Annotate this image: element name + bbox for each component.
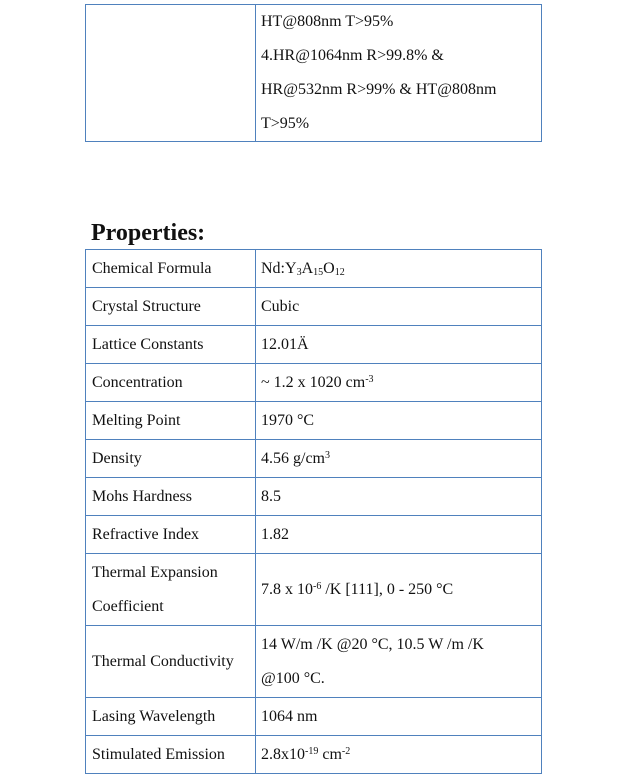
- property-value: 7.8 x $10^{-6}$ /K [111], 0 - 250 °C: [256, 554, 542, 626]
- property-label: Crystal Structure: [86, 288, 256, 326]
- properties-table: [85, 249, 542, 774]
- property-label: Mohs Hardness: [86, 478, 256, 516]
- table-row: [86, 364, 542, 402]
- property-label: Refractive Index: [86, 516, 256, 554]
- property-label: Thermal Expansion Coefficient: [86, 554, 256, 626]
- table-row: [86, 288, 542, 326]
- property-label: Chemical Formula: [86, 250, 256, 288]
- coating-line: HT@808nm T>95%: [261, 13, 394, 30]
- table-row: [86, 626, 542, 698]
- table-row: [86, 554, 542, 626]
- property-value: Cubic: [256, 288, 542, 326]
- table-row: [86, 326, 542, 364]
- property-value: 1.82: [256, 516, 542, 554]
- property-value: $2.8x10^{-19}$ $cm^{-2}$: [256, 736, 542, 774]
- table-row: [86, 698, 542, 736]
- property-value: 12.01Ä: [256, 326, 542, 364]
- coating-line: T>95%: [261, 115, 310, 132]
- property-label: Concentration: [86, 364, 256, 402]
- property-label: Melting Point: [86, 402, 256, 440]
- property-label: Thermal Conductivity: [86, 626, 256, 698]
- coating-line: 4.HR@1064nm R>99.8% &: [261, 47, 444, 64]
- coating-line: HR@532nm R>99% & HT@808nm: [261, 81, 497, 98]
- table-cell-coating-spec: [256, 5, 542, 142]
- table-row: [86, 516, 542, 554]
- property-label: Stimulated Emission: [86, 736, 256, 774]
- property-value: 8.5: [256, 478, 542, 516]
- property-label: Lasing Wavelength: [86, 698, 256, 736]
- table-cell-empty: [86, 5, 256, 142]
- table-row: [86, 440, 542, 478]
- table-row: [86, 5, 542, 142]
- properties-heading: Properties:: [91, 220, 206, 246]
- table-row: [86, 402, 542, 440]
- property-value: 4.56 $g/cm^3$: [256, 440, 542, 478]
- property-value: 1970 °C: [256, 402, 542, 440]
- property-value: 1064 nm: [256, 698, 542, 736]
- table-row: [86, 478, 542, 516]
- property-value: 14 W/m /K @20 °C, 10.5 W /m /K @100 °C.: [256, 626, 542, 698]
- table-row: [86, 736, 542, 774]
- coating-spec-table: [85, 4, 542, 142]
- property-value: ~ 1.2 x 1020 $cm^{-3}$: [256, 364, 542, 402]
- property-label: Density: [86, 440, 256, 478]
- table-row: [86, 250, 542, 288]
- property-label: Lattice Constants: [86, 326, 256, 364]
- property-value: $Nd:Y_3A_{15}O_{12}$: [256, 250, 542, 288]
